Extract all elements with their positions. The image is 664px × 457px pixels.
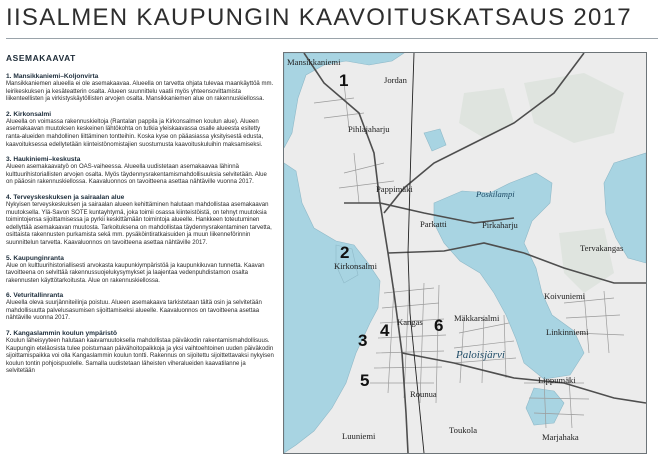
plan-item-2 [6, 111, 274, 149]
plan-item-title: 1. Mansikkaniemi–Koljonvirta [6, 73, 99, 80]
map-graphics [284, 53, 646, 453]
water-label: Poskilampi [476, 189, 515, 199]
plan-item-title: 6. Veturitallinranta [6, 292, 64, 300]
place-label: Rounua [410, 389, 437, 399]
place-label: Luuniemi [342, 431, 376, 441]
plan-item-1 [6, 73, 274, 104]
place-label: Linkinniemi [546, 327, 589, 337]
water-label: Paloisjärvi [456, 349, 505, 361]
plan-item-body: Alueella on voimassa rakennuskieltoja (Rantalan pappila ja Kirkonsalmen koulun alue). Alueen asemakaavan muutoksen keskeinen lähtökohta on tutkia yleiskaavassa osalle alueesta esitetty ranta-alueiden mahdollinen liittäminen tontteihin. Koska kyse on pääasiassa yksityisestä edusta, kaavoituksessa edellytetään kiinteistönomistajien suostumusta kaavoituskuluihin maksamiseksi. [6, 118, 264, 148]
plan-item-title: 2. Kirkonsalmi [6, 110, 52, 118]
place-label: Pappimäki [376, 184, 413, 194]
area-number-6: 6 [434, 316, 444, 335]
place-label: Kirkonsalmi [334, 261, 377, 271]
plan-item-body: Alueella oleva suurjänniteilinja poistuu. Alueen asemakaava tarkistetaan tältä osin ja selvitetään mahdollisuutta palvelusasumisen sijoittamiseksi alueelle. Kaavaluonnos on tavoitteena asettaa nähtäville vuonna 2017. [6, 300, 262, 322]
place-label: Toukola [449, 425, 478, 435]
place-label: Kangas [397, 317, 423, 327]
area-number-1: 1 [339, 71, 349, 90]
place-label: Pihlajaharju [348, 124, 390, 134]
plan-item-title: 5. Kaupunginranta [6, 254, 64, 262]
plan-item-3 [6, 156, 274, 187]
plan-item-4 [6, 194, 274, 248]
document-title: IISALMEN KAUPUNGIN KAAVOITUSKATSAUS 2017 [6, 4, 632, 31]
plan-item-body: Mansikkaniemen alueella ei ole asemakaavaa. Alueella on tarvetta ohjata tulevaa maankäyttöä mm. leirikeskuksen ja kesäteatterin osalta. Alueen suunnittelu vaatii myös yhteensovittamista liikenteellisten ja virkistyskäytöllisten arvojen osalta. Mansikkaniemen alue on rakennuskiellossa. [6, 81, 274, 103]
plan-item-body: Alueen asemakaavatyö on OAS-vaiheessa. Alueella uudistetaan asemakaavaa lähinnä kulttuurihistoriallisten arvojen osalta. Myös täydennysrakentamismahdollisuuksia selvitetään. Alue on pääosin rakennuskiellossa. Kaavaluonnos on tavoitteena asettaa nähtäville vuonna 2017. [6, 164, 267, 186]
place-label: Marjahaka [542, 432, 579, 442]
area-number-4: 4 [380, 321, 390, 340]
place-label: Koivuniemi [544, 291, 586, 301]
plan-item-5 [6, 255, 274, 286]
place-label: Jordan [384, 75, 407, 85]
place-label: Lippumäki [538, 375, 576, 385]
section-heading: ASEMAKAAVAT [6, 53, 76, 63]
place-label: Mansikkaniemi [287, 57, 341, 67]
area-number-3: 3 [358, 331, 368, 350]
zoning-map [283, 52, 647, 454]
area-number-5: 5 [360, 371, 370, 390]
plan-item-title: 7. Kangaslammin koulun ympäristö [6, 330, 118, 338]
plan-item-6 [6, 292, 274, 323]
text-column [6, 44, 274, 457]
plan-item-body: Koulun läheisyyteen halutaan kaavamuutoksella mahdollistaa päiväkodin rakentamismahdollisuus. Kaupungin eteläosista tulee poistumaan päivähoitopaikkoja ja yksi vaihtoehtoinen uuden päiväkodin sijoittamispaikka voi olla Kangaslammin koulun tontti. Rakennus on sijoitettu sijoittettavaksi nykyisen koulun tontin pohjoispuolelle. Samalla uudistetaan läheisten viheralueiden kaavatilanne ja selvitetään [6, 338, 274, 375]
area-number-2: 2 [340, 243, 350, 262]
plan-item-body: Alue on kulttuurihistoriallisesti arvokasta kaupunkiympäristöä ja kaupunkikuvan tunnetta. Kaavan tavoitteena on selvittää rakennussuojelukysymykset ja laajentaa vedenpuhdistamon osalta rakennusten käyttötarkoitusta. Alue on rakennuskiellossa. [6, 262, 265, 284]
place-label: Tervakangas [580, 243, 624, 253]
plan-item-7 [6, 330, 274, 376]
title-divider [6, 38, 658, 39]
plan-item-title: 4. Terveyskeskuksen ja sairaalan alue [6, 193, 125, 201]
place-label: Parkatti [420, 219, 447, 229]
plan-item-title: 3. Haukiniemi–keskusta [6, 156, 81, 164]
place-label: Pirkaharju [482, 220, 518, 230]
place-label: Mäkkarsalmi [454, 313, 500, 323]
plan-item-body: Nykyisen terveyskeskuksen ja sairaalan alueen kehittäminen halutaan mahdollistaa asemakaavan muutoksella. Ylä-Savon SOTE kuntayhtymä, joka toimii osassa kiinteistöistä, on tehnyt muutoksia toimintojensa sijoittamisessa ja pyrkii keskittämään toimintoja alueelle. Hankkeen toteutuminen edellyttää asemakaavan muutosta. Tarkoituksena on mahdollistaa täydennysrakentaminen tarvetta, osittaista rakennusten purkamista sekä mm. pysäköintiratkaisuiden ja muun liikenneförinnin suunnittelun tarvetta. Kaavaluonnos on tavoitteena asettaa nähtäville 2017. [6, 201, 272, 246]
